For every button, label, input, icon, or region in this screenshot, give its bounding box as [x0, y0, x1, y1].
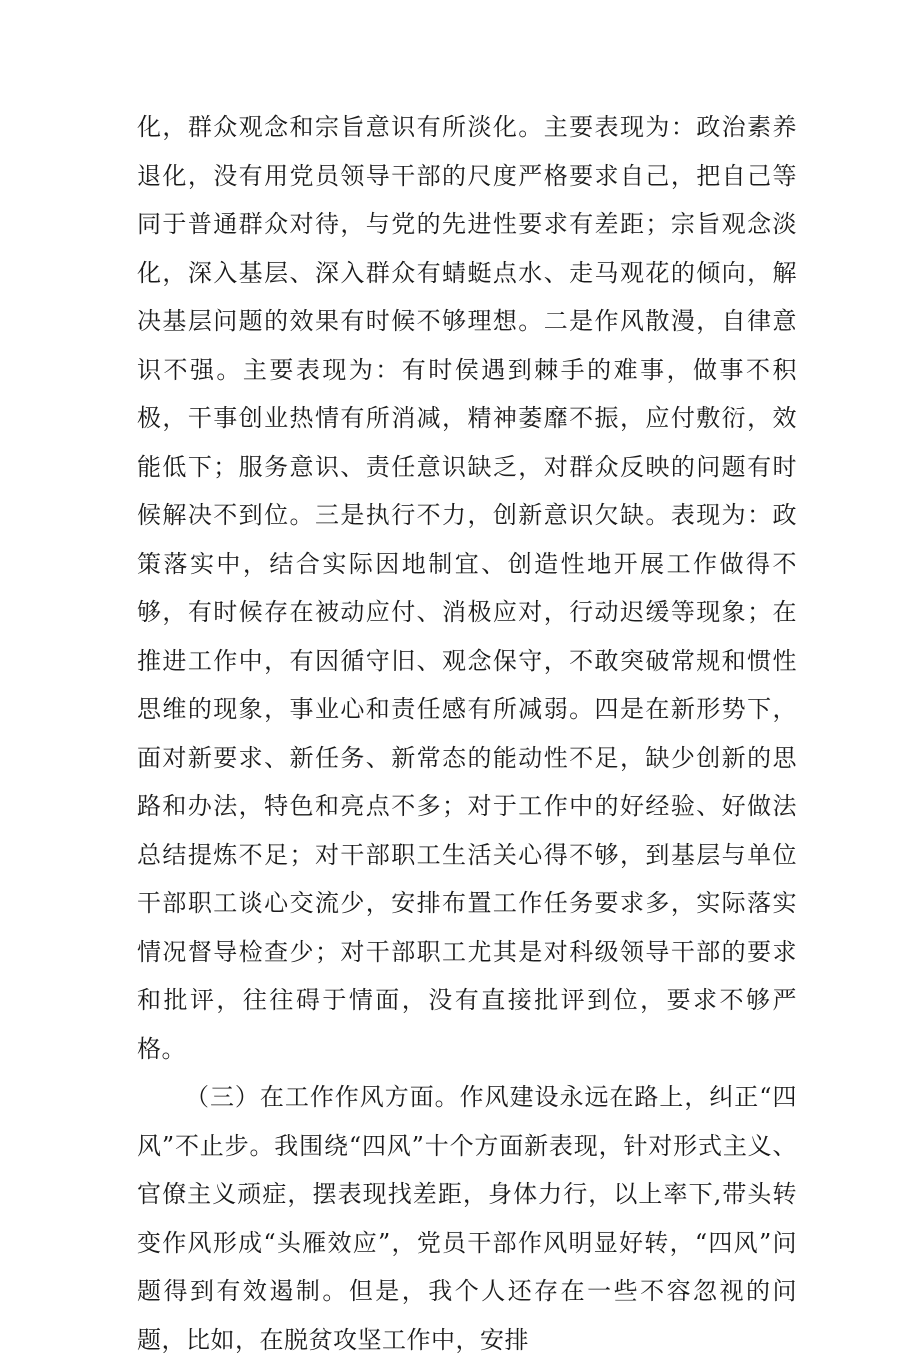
paragraph-continuation: 化，群众观念和宗旨意识有所淡化。主要表现为：政治素养退化，没有用党员领导干部的尺度严格要求自己，把自己等同于普通群众对待，与党的先进性要求有差距；宗旨观念淡化，深入基层、深入群众有蜻蜓点水、走马观花的倾向，解决基层问题的效果有时候不够理想。二是作风散漫，自律意识不强。主要表现为：有时侯遇到棘手的难事，做事不积极，干事创业热情有所消减，精神萎靡不振，应付敷衍，效能低下；服务意识、责任意识缺乏，对群众反映的问题有时候解决不到位。三是执行不力，创新意识欠缺。表现为：政策落实中，结合实际因地制宜、创造性地开展工作做得不够，有时候存在被动应付、消极应对，行动迟缓等现象；在推进工作中，有因循守旧、观念保守，不敢突破常规和惯性思维的现象，事业心和责任感有所减弱。四是在新形势下，面对新要求、新任务、新常态的能动性不足，缺少创新的思路和办法，特色和亮点不多；对于工作中的好经验、好做法总结提炼不足；对干部职工生活关心得不够，到基层与单位干部职工谈心交流少，安排布置工作任务要求多，实际落实情况督导检查少；对干部职工尤其是对科级领导干部的要求和批评，往往碍于情面，没有直接批评到位，要求不够严格。	[137, 113, 797, 1063]
paragraph-work-style: （三）在工作作风方面。作风建设永远在路上，纠正“四风”不止步。我围绕“四风”十个方面新表现，针对形式主义、官僚主义顽症，摆表现找差距，身体力行，以上率下,带头转变作风形成“头雁效应”，党员干部作风明显好转，“四风”问题得到有效遏制。但是，我个人还存在一些不容忽视的问题，比如，在脱贫攻坚工作中，安排	[137, 1083, 797, 1354]
document-body	[137, 103, 797, 1364]
